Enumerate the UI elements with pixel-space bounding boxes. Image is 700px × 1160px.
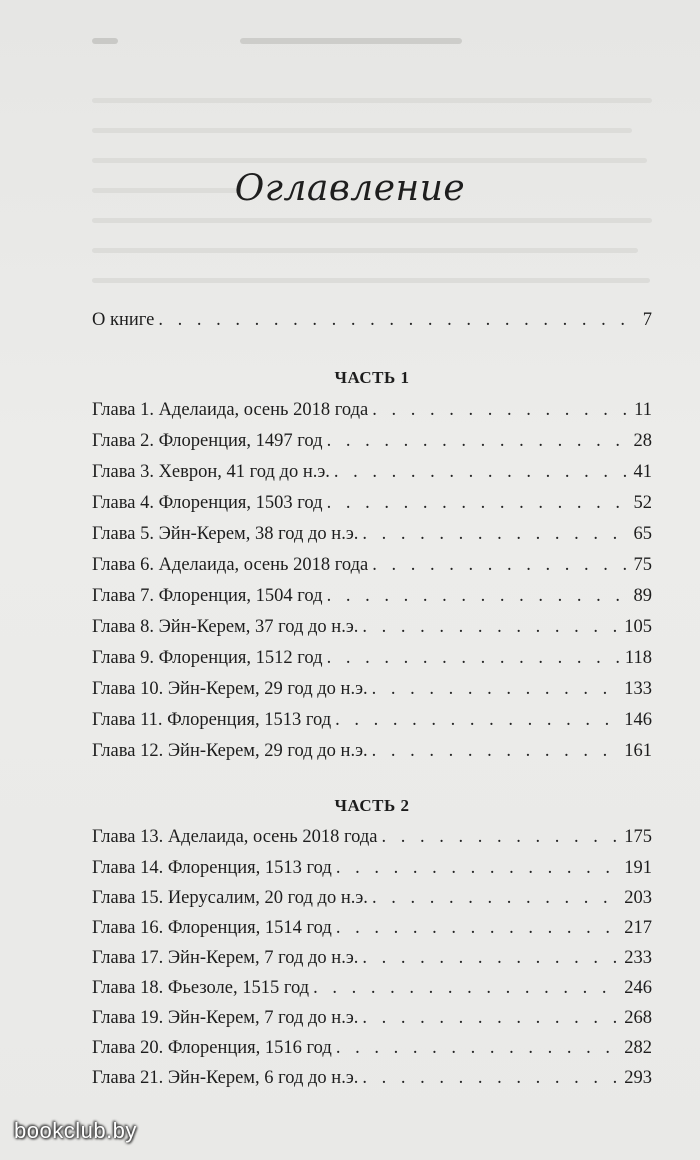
entry-label: Глава 5. Эйн-Керем, 38 год до н.э. [92, 524, 359, 544]
toc-entry[interactable] [92, 1005, 652, 1031]
entry-page: 7 [642, 310, 652, 330]
toc-entry[interactable] [92, 915, 652, 941]
entry-page: 28 [633, 431, 652, 451]
dot-leader [327, 645, 621, 671]
entry-page: 118 [624, 648, 652, 668]
entry-page: 52 [633, 493, 652, 513]
entry-page: 105 [624, 617, 652, 637]
dot-leader [372, 397, 630, 423]
toc-entry[interactable] [92, 645, 652, 671]
entry-page: 191 [624, 858, 652, 878]
entry-page: 146 [624, 710, 652, 730]
running-head [0, 38, 700, 52]
dot-leader [327, 428, 630, 454]
dot-leader [336, 1035, 620, 1061]
dot-leader [313, 975, 620, 1001]
part-heading-2: ЧАСТЬ 2 [334, 796, 410, 815]
entry-page: 246 [624, 978, 652, 998]
toc-entry[interactable] [92, 428, 652, 454]
entry-label: Глава 15. Иерусалим, 20 год до н.э. [92, 888, 368, 908]
toc-entry[interactable] [92, 1065, 652, 1091]
running-head-title [240, 38, 462, 44]
entry-label: Глава 19. Эйн-Керем, 7 год до н.э. [92, 1008, 359, 1028]
dot-leader [362, 945, 620, 971]
toc-entry[interactable] [92, 885, 652, 911]
running-head-page-number [92, 38, 118, 44]
entry-page: 11 [634, 400, 652, 420]
entry-label: Глава 3. Хеврон, 41 год до н.э. [92, 462, 330, 482]
entry-label: Глава 12. Эйн-Керем, 29 год до н.э. [92, 741, 368, 761]
toc-entry[interactable] [92, 1035, 652, 1061]
entry-label: Глава 11. Флоренция, 1513 год [92, 710, 332, 730]
entry-label: Глава 10. Эйн-Керем, 29 год до н.э. [92, 679, 368, 699]
entry-page: 293 [624, 1068, 652, 1088]
dot-leader [372, 676, 621, 702]
toc-entry[interactable] [92, 676, 652, 702]
toc-entry[interactable] [92, 738, 652, 764]
dot-leader [381, 824, 620, 850]
entry-page: 41 [633, 462, 652, 482]
entry-page: 217 [624, 918, 652, 938]
entry-label: Глава 20. Флоренция, 1516 год [92, 1038, 332, 1058]
entry-label: Глава 14. Флоренция, 1513 год [92, 858, 332, 878]
toc-entry[interactable] [92, 824, 652, 850]
dot-leader [372, 738, 621, 764]
toc-entry[interactable] [92, 945, 652, 971]
entry-page: 133 [624, 679, 652, 699]
entry-page: 65 [633, 524, 652, 544]
toc-entry[interactable] [92, 397, 652, 423]
entry-label: О книге [92, 310, 155, 330]
entry-label: Глава 7. Флоренция, 1504 год [92, 586, 323, 606]
dot-leader [327, 490, 630, 516]
dot-leader [336, 915, 620, 941]
part-heading-1: ЧАСТЬ 1 [334, 368, 410, 387]
dot-leader [335, 707, 620, 733]
entry-page: 282 [624, 1038, 652, 1058]
dot-leader [334, 459, 630, 485]
toc-entry[interactable] [92, 521, 652, 547]
dot-leader [362, 1065, 620, 1091]
dot-leader [327, 583, 630, 609]
dot-leader [362, 1005, 620, 1031]
toc-entry[interactable] [92, 552, 652, 578]
toc-title: Оглавление [234, 168, 466, 209]
entry-page: 268 [624, 1008, 652, 1028]
toc-entry-intro[interactable] [92, 307, 652, 333]
entry-label: Глава 6. Аделаида, осень 2018 года [92, 555, 369, 575]
toc-entry[interactable] [92, 855, 652, 881]
dot-leader [336, 855, 620, 881]
entry-label: Глава 13. Аделаида, осень 2018 года [92, 827, 378, 847]
toc-entry[interactable] [92, 490, 652, 516]
entry-page: 89 [633, 586, 652, 606]
toc-entry[interactable] [92, 975, 652, 1001]
entry-label: Глава 16. Флоренция, 1514 год [92, 918, 332, 938]
entry-label: Глава 1. Аделаида, осень 2018 года [92, 400, 369, 420]
entry-page: 175 [624, 827, 652, 847]
entry-page: 75 [633, 555, 652, 575]
toc-entry[interactable] [92, 459, 652, 485]
entry-label: Глава 9. Флоренция, 1512 год [92, 648, 323, 668]
entry-label: Глава 4. Флоренция, 1503 год [92, 493, 323, 513]
dot-leader [362, 521, 629, 547]
entry-page: 161 [624, 741, 652, 761]
toc-entry[interactable] [92, 707, 652, 733]
toc-entry[interactable] [92, 583, 652, 609]
entry-label: Глава 18. Фьезоле, 1515 год [92, 978, 310, 998]
entry-page: 203 [624, 888, 652, 908]
watermark-logo: bookclub.by [14, 1118, 137, 1143]
entry-label: Глава 2. Флоренция, 1497 год [92, 431, 323, 451]
dot-leader [372, 885, 620, 911]
dot-leader [362, 614, 620, 640]
entry-label: Глава 8. Эйн-Керем, 37 год до н.э. [92, 617, 359, 637]
dot-leader [158, 307, 638, 333]
entry-page: 233 [624, 948, 652, 968]
dot-leader [372, 552, 629, 578]
entry-label: Глава 17. Эйн-Керем, 7 год до н.э. [92, 948, 359, 968]
entry-label: Глава 21. Эйн-Керем, 6 год до н.э. [92, 1068, 359, 1088]
toc-entry[interactable] [92, 614, 652, 640]
